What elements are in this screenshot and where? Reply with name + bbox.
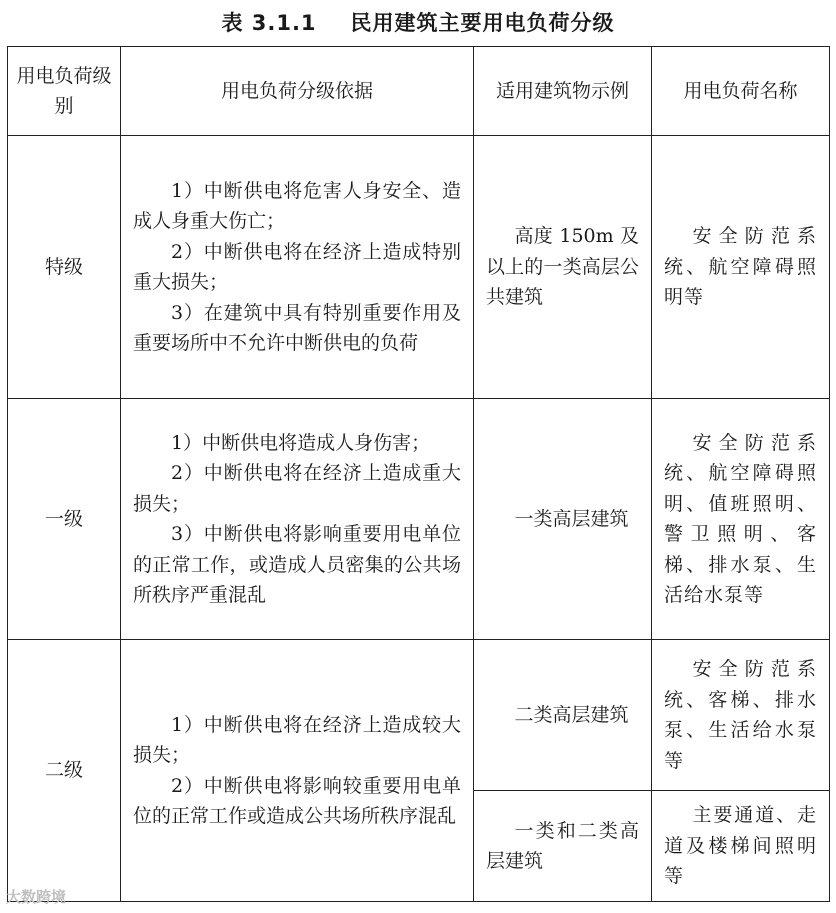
- basis-item: 1）中断供电将危害人身安全、造成人身重大伤亡；: [133, 179, 461, 232]
- watermark-logo: 大数跨境: [6, 888, 67, 906]
- basis-item: 2）中断供电将影响较重要用电单位的正常工作或造成公共场所秩序混乱: [133, 774, 461, 827]
- load-name-cell: 主要通道、走道及楼梯间照明等: [652, 791, 830, 902]
- header-row: [8, 47, 830, 136]
- example-cell: 二类高层建筑: [474, 640, 652, 791]
- basis-cell: [121, 640, 474, 902]
- level-cell: 特级: [8, 136, 121, 399]
- table-row-special: [8, 136, 830, 399]
- table-title: [0, 6, 836, 40]
- load-name-cell: 安全防范系统、航空障碍照明等: [652, 136, 830, 399]
- basis-item: 2）中断供电将在经济上造成特别重大损失；: [133, 240, 461, 293]
- basis-cell: [121, 399, 474, 640]
- level-cell: 二级: [8, 640, 121, 902]
- basis-item: 3）在建筑中具有特别重要作用及重要场所中不允许中断供电的负荷: [133, 301, 461, 354]
- example-cell: 高度 150m 及以上的一类高层公共建筑: [474, 136, 652, 399]
- basis-cell: [121, 136, 474, 399]
- basis-item: 3）中断供电将影响重要用电单位的正常工作，或造成人员密集的公共场所秩序严重混乱: [133, 523, 461, 606]
- level-cell: 一级: [8, 399, 121, 640]
- basis-item: 2）中断供电将在经济上造成重大损失；: [133, 462, 461, 515]
- example-cell: 一类高层建筑: [474, 399, 652, 640]
- header-load-name: 用电负荷名称: [652, 47, 830, 136]
- table-number: 表 3.1.1: [221, 11, 317, 35]
- basis-item: 1）中断供电将在经济上造成较大损失；: [133, 713, 461, 766]
- table-row-second: [8, 640, 830, 791]
- header-example: 适用建筑物示例: [474, 47, 652, 136]
- table-row-first: [8, 399, 830, 640]
- load-name-cell: 安全防范系统、客梯、排水泵、生活给水泵等: [652, 640, 830, 791]
- example-cell: 一类和二类高层建筑: [474, 791, 652, 902]
- header-level: 用电负荷级别: [8, 47, 121, 136]
- table-caption: 民用建筑主要用电负荷分级: [350, 11, 615, 35]
- basis-item: 1）中断供电将造成人身伤害；: [171, 431, 431, 454]
- header-basis: 用电负荷分级依据: [121, 47, 474, 136]
- load-name-cell: 安全防范系统、航空障碍照明、值班照明、警卫照明、客梯、排水泵、生活给水泵等: [652, 399, 830, 640]
- load-grade-table: [7, 46, 830, 902]
